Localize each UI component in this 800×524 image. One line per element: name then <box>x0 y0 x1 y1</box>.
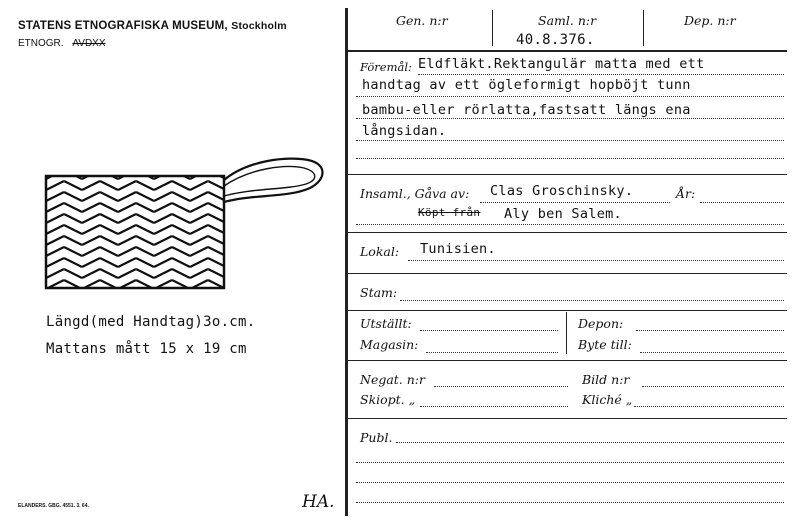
insaml-struck: Köpt från <box>418 206 481 219</box>
bild-dotted <box>642 386 784 387</box>
foremal-line-2: handtag av ett ögleformigt hopböjt tunn <box>362 77 691 93</box>
mat-size-note: Mattans mått 15 x 19 cm <box>46 341 247 357</box>
depon-dotted <box>636 330 784 331</box>
kliche-label: Kliché „ <box>582 392 633 407</box>
header-divider-1 <box>492 10 493 46</box>
insaml-label: Insaml., Gåva av: <box>360 186 470 201</box>
lokal-dotted <box>408 260 784 261</box>
museum-name: STATENS ETNOGRAFISKA MUSEUM, <box>18 20 228 32</box>
kliche-dotted <box>634 406 784 407</box>
utstallt-dotted <box>420 330 558 331</box>
department-struck: AVDXX <box>72 38 106 49</box>
insaml-value: Clas Groschinsky. <box>490 183 634 199</box>
negat-dotted <box>434 386 568 387</box>
museum-header <box>18 20 287 32</box>
handwritten-initials: HA. <box>302 492 335 512</box>
foremal-dotted-4 <box>356 140 784 141</box>
publ-dotted-1 <box>396 442 784 443</box>
printer-mark: ELANDERS. GBG. 4551. 3. 64. <box>18 503 89 509</box>
foremal-dotted-1 <box>418 74 784 75</box>
insaml-value-2: Aly ben Salem. <box>504 206 622 222</box>
saml-nr-value: 40.8.376. <box>516 32 595 48</box>
bild-label: Bild n:r <box>582 372 630 387</box>
foremal-line-3: bambu-eller rörlatta,fastsatt längs ena <box>362 102 691 118</box>
stam-dotted <box>400 300 784 301</box>
skiopt-dotted <box>420 406 568 407</box>
insaml-dotted-1 <box>480 202 670 203</box>
length-note: Längd(med Handtag)3o.cm. <box>46 314 256 330</box>
dep-nr-label: Dep. n:r <box>684 13 736 28</box>
depon-label: Depon: <box>578 316 624 331</box>
foremal-line-4: långsidan. <box>362 123 447 139</box>
ar-label: År: <box>676 186 696 201</box>
publ-dotted-3 <box>356 482 784 483</box>
magasin-dotted <box>426 352 558 353</box>
card-left-border <box>345 8 348 516</box>
byte-till-label: Byte till: <box>578 337 632 352</box>
foremal-dotted-5 <box>356 158 784 159</box>
saml-nr-label: Saml. n:r <box>538 13 597 28</box>
header-divider-2 <box>643 10 644 46</box>
etnogr-label: ETNOGR. <box>18 38 64 49</box>
museum-city: Stockholm <box>231 20 287 32</box>
lokal-label: Lokal: <box>360 244 400 259</box>
gen-nr-label: Gen. n:r <box>396 13 448 28</box>
insaml-dotted-2 <box>356 224 784 225</box>
stam-rule <box>347 310 787 311</box>
insaml-rule <box>347 232 787 233</box>
utstallt-label: Utställt: <box>360 316 412 331</box>
ar-dotted <box>700 202 784 203</box>
department-line <box>18 38 106 49</box>
skiopt-label: Skiopt. „ <box>360 392 416 407</box>
foremal-line-1: Eldfläkt.Rektangulär matta med ett <box>418 56 705 72</box>
foremal-label: Föremål: <box>360 60 412 74</box>
negat-rule <box>347 418 787 419</box>
foremal-rule <box>347 174 787 175</box>
lokal-value: Tunisien. <box>420 241 496 257</box>
depon-divider <box>566 312 567 354</box>
header-rule <box>347 50 787 52</box>
fan-mat-drawing <box>38 150 333 300</box>
utstallt-rule <box>347 360 787 361</box>
publ-dotted-4 <box>356 502 784 503</box>
byte-till-dotted <box>640 352 784 353</box>
publ-dotted-2 <box>356 462 784 463</box>
foremal-dotted-3 <box>356 118 784 119</box>
lokal-rule <box>347 273 787 274</box>
magasin-label: Magasin: <box>360 337 419 352</box>
negat-label: Negat. n:r <box>360 372 425 387</box>
stam-label: Stam: <box>360 285 398 300</box>
publ-label: Publ. <box>360 430 393 445</box>
foremal-dotted-2 <box>356 96 784 97</box>
